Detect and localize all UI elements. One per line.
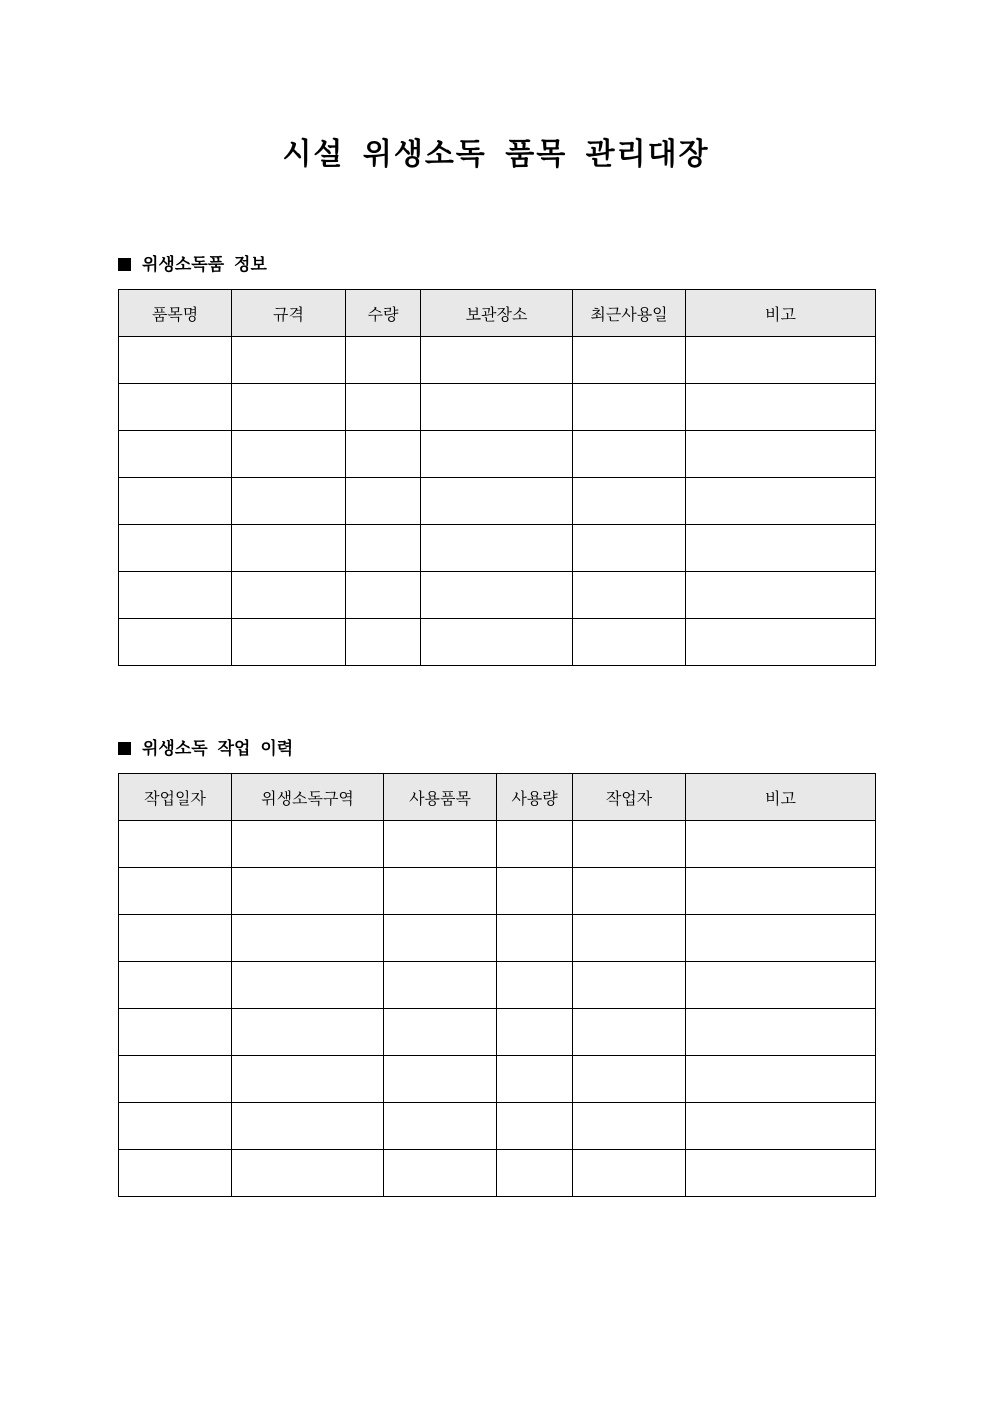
table-cell[interactable] bbox=[686, 868, 876, 915]
table-cell[interactable] bbox=[232, 478, 346, 525]
table-cell[interactable] bbox=[497, 821, 573, 868]
table-cell[interactable] bbox=[573, 1056, 686, 1103]
column-header-last-used-date: 최근사용일 bbox=[573, 290, 686, 337]
table-cell[interactable] bbox=[421, 384, 573, 431]
table-cell[interactable] bbox=[573, 915, 686, 962]
column-header-item-name: 품목명 bbox=[119, 290, 232, 337]
table-cell[interactable] bbox=[421, 572, 573, 619]
table-cell[interactable] bbox=[686, 962, 876, 1009]
table-cell[interactable] bbox=[346, 525, 421, 572]
column-header-work-date: 작업일자 bbox=[119, 774, 232, 821]
table-cell[interactable] bbox=[497, 962, 573, 1009]
table-cell[interactable] bbox=[573, 572, 686, 619]
table-cell[interactable] bbox=[119, 525, 232, 572]
table-cell[interactable] bbox=[497, 1103, 573, 1150]
table-cell[interactable] bbox=[232, 525, 346, 572]
table-cell[interactable] bbox=[232, 1150, 384, 1197]
table-cell[interactable] bbox=[119, 821, 232, 868]
table-cell[interactable] bbox=[232, 962, 384, 1009]
table-cell[interactable] bbox=[384, 821, 497, 868]
table-row bbox=[119, 962, 876, 1009]
table-cell[interactable] bbox=[232, 915, 384, 962]
table-cell[interactable] bbox=[119, 868, 232, 915]
page-title: 시설 위생소독 품목 관리대장 bbox=[282, 137, 710, 172]
table-cell[interactable] bbox=[232, 619, 346, 666]
table-cell[interactable] bbox=[119, 1103, 232, 1150]
table-cell[interactable] bbox=[421, 337, 573, 384]
table-cell[interactable] bbox=[119, 619, 232, 666]
table-cell[interactable] bbox=[573, 431, 686, 478]
table-cell[interactable] bbox=[384, 1150, 497, 1197]
table-cell[interactable] bbox=[119, 915, 232, 962]
column-header-used-item: 사용품목 bbox=[384, 774, 497, 821]
table-cell[interactable] bbox=[497, 1150, 573, 1197]
table-cell[interactable] bbox=[573, 821, 686, 868]
items-table bbox=[118, 289, 876, 666]
table-cell[interactable] bbox=[119, 1150, 232, 1197]
table-cell[interactable] bbox=[346, 572, 421, 619]
table-cell[interactable] bbox=[346, 431, 421, 478]
table-cell[interactable] bbox=[573, 1103, 686, 1150]
table-row bbox=[119, 337, 876, 384]
table-row bbox=[119, 1056, 876, 1103]
table-cell[interactable] bbox=[232, 1009, 384, 1056]
table-cell[interactable] bbox=[573, 1009, 686, 1056]
table-cell[interactable] bbox=[573, 962, 686, 1009]
table-cell[interactable] bbox=[119, 962, 232, 1009]
table-cell[interactable] bbox=[346, 619, 421, 666]
table-cell[interactable] bbox=[232, 384, 346, 431]
table-cell[interactable] bbox=[573, 868, 686, 915]
table-cell[interactable] bbox=[686, 1150, 876, 1197]
table-header-row bbox=[119, 774, 876, 821]
table-cell[interactable] bbox=[232, 821, 384, 868]
table-row bbox=[119, 619, 876, 666]
square-bullet-icon bbox=[118, 258, 131, 271]
table-cell[interactable] bbox=[119, 572, 232, 619]
table-cell[interactable] bbox=[232, 337, 346, 384]
table-cell[interactable] bbox=[686, 478, 876, 525]
table-cell[interactable] bbox=[119, 1009, 232, 1056]
table-cell[interactable] bbox=[686, 1103, 876, 1150]
column-header-spec: 규격 bbox=[232, 290, 346, 337]
table-row bbox=[119, 384, 876, 431]
table-cell[interactable] bbox=[573, 619, 686, 666]
table-cell[interactable] bbox=[421, 525, 573, 572]
table-cell[interactable] bbox=[346, 478, 421, 525]
table-cell[interactable] bbox=[232, 1103, 384, 1150]
table-row bbox=[119, 572, 876, 619]
table-cell[interactable] bbox=[119, 384, 232, 431]
table-cell[interactable] bbox=[384, 1056, 497, 1103]
column-header-sanitation-area: 위생소독구역 bbox=[232, 774, 384, 821]
table-header-row bbox=[119, 290, 876, 337]
table-cell[interactable] bbox=[232, 572, 346, 619]
table-cell[interactable] bbox=[384, 915, 497, 962]
table-cell[interactable] bbox=[573, 384, 686, 431]
table-cell[interactable] bbox=[346, 384, 421, 431]
table-cell[interactable] bbox=[686, 1056, 876, 1103]
table-row bbox=[119, 821, 876, 868]
table-cell[interactable] bbox=[686, 572, 876, 619]
section-heading-label: 위생소독 작업 이력 bbox=[142, 739, 294, 759]
column-header-storage-location: 보관장소 bbox=[421, 290, 573, 337]
square-bullet-icon bbox=[118, 742, 131, 755]
table-cell[interactable] bbox=[384, 1009, 497, 1056]
column-header-worker: 작업자 bbox=[573, 774, 686, 821]
section-heading-label: 위생소독품 정보 bbox=[142, 255, 267, 275]
table-row bbox=[119, 1103, 876, 1150]
table-row bbox=[119, 1009, 876, 1056]
section-heading-log bbox=[118, 737, 293, 761]
table-cell[interactable] bbox=[421, 431, 573, 478]
table-cell[interactable] bbox=[573, 478, 686, 525]
table-cell[interactable] bbox=[119, 431, 232, 478]
table-cell[interactable] bbox=[497, 1056, 573, 1103]
table-row bbox=[119, 1150, 876, 1197]
table-cell[interactable] bbox=[686, 619, 876, 666]
table-cell[interactable] bbox=[421, 619, 573, 666]
table-cell[interactable] bbox=[119, 337, 232, 384]
table-row bbox=[119, 431, 876, 478]
table-cell[interactable] bbox=[119, 478, 232, 525]
table-cell[interactable] bbox=[346, 337, 421, 384]
table-cell[interactable] bbox=[232, 431, 346, 478]
table-cell[interactable] bbox=[497, 1009, 573, 1056]
table-cell[interactable] bbox=[573, 525, 686, 572]
table-row bbox=[119, 868, 876, 915]
table-row bbox=[119, 525, 876, 572]
table-cell[interactable] bbox=[686, 915, 876, 962]
table-cell[interactable] bbox=[573, 1150, 686, 1197]
table-cell[interactable] bbox=[384, 868, 497, 915]
table-cell[interactable] bbox=[686, 337, 876, 384]
work-log-table bbox=[118, 773, 876, 1197]
section-heading-items bbox=[118, 253, 267, 277]
table-cell[interactable] bbox=[686, 525, 876, 572]
table-cell[interactable] bbox=[686, 384, 876, 431]
table-cell[interactable] bbox=[686, 431, 876, 478]
column-header-quantity: 수량 bbox=[346, 290, 421, 337]
table-cell[interactable] bbox=[232, 1056, 384, 1103]
column-header-amount-used: 사용량 bbox=[497, 774, 573, 821]
column-header-remarks: 비고 bbox=[686, 774, 876, 821]
table-cell[interactable] bbox=[497, 868, 573, 915]
table-row bbox=[119, 478, 876, 525]
table-cell[interactable] bbox=[119, 1056, 232, 1103]
table-cell[interactable] bbox=[421, 478, 573, 525]
table-cell[interactable] bbox=[384, 962, 497, 1009]
table-cell[interactable] bbox=[686, 1009, 876, 1056]
table-cell[interactable] bbox=[232, 868, 384, 915]
table-cell[interactable] bbox=[384, 1103, 497, 1150]
table-cell[interactable] bbox=[497, 915, 573, 962]
table-row bbox=[119, 915, 876, 962]
table-cell[interactable] bbox=[573, 337, 686, 384]
table-cell[interactable] bbox=[686, 821, 876, 868]
column-header-remarks: 비고 bbox=[686, 290, 876, 337]
